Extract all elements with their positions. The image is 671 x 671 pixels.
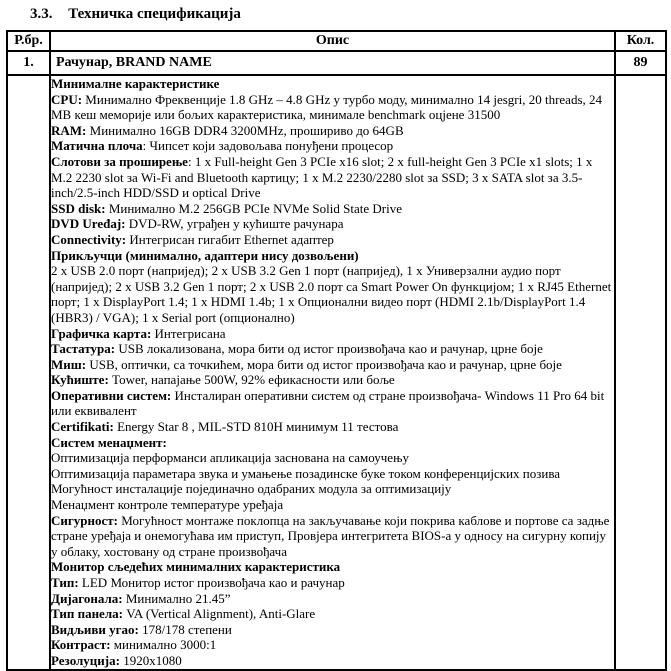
spec-label: Контраст: <box>51 637 111 653</box>
spec-line <box>51 138 614 154</box>
section-heading <box>30 6 241 23</box>
spec-line <box>51 216 614 232</box>
spec-label: Матична плоча <box>51 138 143 154</box>
spec-line <box>51 326 614 342</box>
spec-line <box>51 497 614 513</box>
spec-label: Certifikati: <box>51 419 114 435</box>
spec-value: Energy Star 8 , MIL-STD 810H минимум 11 тестова <box>113 419 399 435</box>
spec-line <box>51 513 614 560</box>
spec-value: Минимално M.2 256GB PCIe NVMe Solid State Drive <box>105 200 402 216</box>
spec-label: RAM: <box>51 122 87 138</box>
spec-value: Могућност монтаже поклопца на закључавање који покрива каблове и портове са задње стране уређаја и онемогућава им приступ, Провјера интегритета BIOS-а у односу на сигурну копију у облаку, хостовану од стране произвођача <box>51 512 610 559</box>
spec-label: DVD Uređaj: <box>51 216 126 232</box>
spec-line <box>51 76 614 92</box>
spec-label: Графичка карта: <box>51 325 152 341</box>
spec-value: Интегрисана <box>151 325 226 341</box>
spec-line <box>51 637 614 653</box>
spec-line <box>51 123 614 139</box>
spec-label: Видљиви угао: <box>51 621 139 637</box>
spec-value: 2 x USB 2.0 порт (напријед); 2 x USB 3.2 Gen 1 порт (напријед), 1 x Универзални аудио порт (напријед); 2 x USB 3.2 Gen 1 порт; 2 x USB 2.0 порт са Smart Power On функцијом; 1 x RJ45 Ethernet порт; 1 x DisplayPort 1.4; 1 x HDMI 1.4b; 1 x Опционални видео порт (HDMI 2.1b/DisplayPort 1.4 (HBR3) / VGA); 1 x Serial port (опционално) <box>51 263 612 325</box>
spec-line <box>51 357 614 373</box>
section-number: 3.3. <box>30 6 53 22</box>
spec-line <box>51 466 614 482</box>
spec-label: Миш: <box>51 356 87 372</box>
spec-label: Слотови за проширење <box>51 153 188 169</box>
spec-line <box>51 606 614 622</box>
spec-value: : 1 x Full-height Gen 3 PCIe x16 slot; 2 x full-height Gen 3 PCIe x1 slots; 1 x M.2 2230 slot за Wi-Fi and Bluetooth картицу; 1 x M.2 2230/2280 slot за SSD; 3 x SATA slot за 3.5-inch/2.5-inch HDD/SSD и optical Drive <box>51 153 593 201</box>
item-name: Рачунар, BRAND NAME <box>50 51 615 75</box>
spec-value: Минимално 21.45” <box>122 590 231 606</box>
spec-value: Оптимизација параметара звука и умањење позадинске буке током конференцијских позива <box>51 465 561 481</box>
spec-label: Connectivity: <box>51 231 127 247</box>
spec-value: VA (Vertical Alignment), Anti-Glare <box>122 606 316 622</box>
spec-line <box>51 559 614 575</box>
spec-line <box>51 263 614 325</box>
spec-line <box>51 419 614 435</box>
spec-line <box>51 248 614 264</box>
spec-label: Дијагонала: <box>51 590 123 606</box>
spec-value: Минимално Фреквенције 1.8 GHz – 4.8 GHz у турбо моду, минимално 14 jesgri, 20 threads, 24 MB кеш меморије или бољих карактеристика, минимале benchmark оцјене 31500 <box>51 91 603 123</box>
detail-no-cell <box>7 75 50 670</box>
spec-line <box>51 435 614 451</box>
spec-value: Менаџмент контроле температуре уређаја <box>51 497 284 513</box>
spec-description <box>50 75 615 670</box>
spec-line <box>51 341 614 357</box>
spec-label: Монитор сљедећих минималних карактеристика <box>51 559 341 575</box>
spec-line <box>51 481 614 497</box>
spec-label: Минималне карактеристике <box>51 76 220 91</box>
header-description: Опис <box>50 31 615 51</box>
spec-label: Тип: <box>51 575 79 590</box>
spec-value: USB, оптички, са точкићем, мора бити од истог произвођача као и рачунар, црне боје <box>86 356 562 372</box>
item-number: 1. <box>7 51 50 75</box>
item-row <box>7 51 666 75</box>
spec-label: Резолуција: <box>51 652 120 668</box>
spec-label: SSD disk: <box>51 200 106 216</box>
spec-line <box>51 372 614 388</box>
spec-value: Могућност инсталације појединачно одабраних модула за оптимизацију <box>51 481 452 497</box>
spec-label: Прикључци (минимално, адаптери нису дозвољени) <box>51 247 359 263</box>
spec-label: Сигурност: <box>51 512 118 528</box>
spec-detail-row <box>7 75 666 670</box>
spec-value: DVD-RW, уграђен у кућиште рачунара <box>125 216 344 232</box>
spec-line <box>51 92 614 123</box>
spec-line <box>51 450 614 466</box>
spec-value: Минимално 16GB DDR4 3200MHz, прошириво до 64GB <box>86 122 404 138</box>
section-title: Техничка спецификација <box>68 6 241 22</box>
spec-value: Инсталиран оперативни систем од стране произвођача- Windows 11 Pro 64 bit или еквивалент <box>51 387 605 419</box>
spec-label: Тастатура: <box>51 341 116 357</box>
spec-value: Интегрисан гигабит Ethernet адаптер <box>126 231 334 247</box>
spec-label: Кућиште: <box>51 372 109 388</box>
header-no: Р.бр. <box>7 31 50 51</box>
spec-label: Оперативни систем: <box>51 387 172 403</box>
spec-label: Тип панела: <box>51 606 123 622</box>
spec-value: 178/178 степени <box>138 621 232 637</box>
spec-line <box>51 622 614 638</box>
spec-line <box>51 232 614 248</box>
spec-label: Систем менаџмент: <box>51 434 167 450</box>
specification-table <box>6 30 667 671</box>
detail-qty-cell <box>615 75 666 670</box>
spec-line <box>51 653 614 669</box>
spec-value: : Чипсет који задовољава понуђени процесор <box>142 138 394 154</box>
spec-value: LED Монитор истог произвођача као и рачунар <box>78 575 345 590</box>
table-header-row <box>7 31 666 51</box>
spec-value: USB локализована, мора бити од истог произвођача као и рачунар, црне боје <box>115 341 543 357</box>
spec-value: Оптимизација перформанси апликација засновaна на самоучењу <box>51 450 409 466</box>
item-quantity: 89 <box>615 51 666 75</box>
spec-line <box>51 154 614 201</box>
spec-value: 1920x1080 <box>119 652 182 668</box>
spec-value: Tower, напајање 500W, 92% ефикасности или боље <box>108 372 395 388</box>
spec-line <box>51 575 614 591</box>
spec-value: минимално 3000:1 <box>110 637 217 653</box>
spec-label: CPU: <box>51 91 83 107</box>
header-quantity: Кол. <box>615 31 666 51</box>
spec-line <box>51 388 614 419</box>
spec-line <box>51 201 614 217</box>
spec-line <box>51 591 614 607</box>
